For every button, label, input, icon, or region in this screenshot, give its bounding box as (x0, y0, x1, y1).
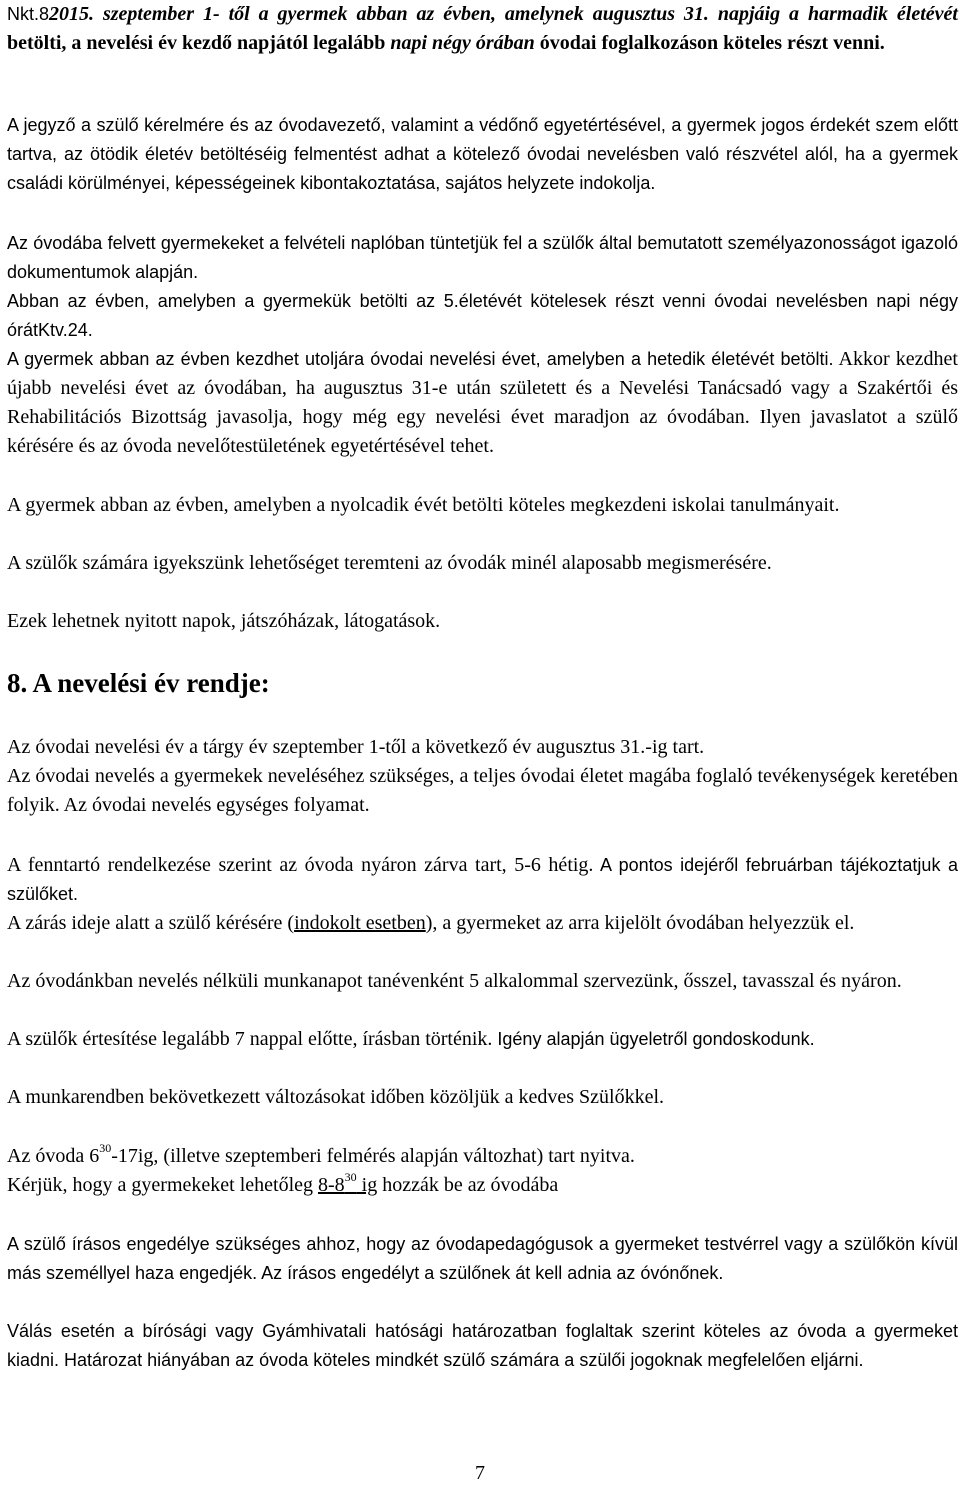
paragraph-valas: Válás esetén a bírósági vagy Gyámhivatali hatósági határozatban foglaltak szerint köteles az óvoda a gyermeket kiadni. Határozat hiányában az óvoda köteles mindkét szülő számára a szülői jogoknak megfelelően eljárni. (7, 1321, 958, 1370)
nyitvatartas-text-1: Az óvoda 6 (7, 1145, 100, 1167)
paragraph-ovodak-megismerese: A szülők számára igyekszünk lehetőséget teremteni az óvodák minél alaposabb megismerésére. (7, 552, 772, 574)
intro-text-1: szeptember 1- től a gyermek abban az évben, amelynek augusztus 31. napjáig (94, 3, 790, 25)
section-heading-nevelesi-ev: 8. A nevelési év rendje: (7, 668, 270, 698)
intro-paragraph (7, 0, 958, 58)
intro-text-4: napi négy órában (390, 32, 535, 54)
paragraph-nyitvatartas (7, 1142, 958, 1171)
hetedik-eletev-text-sans: A gyermek abban az évben kezdhet utoljára óvodai nevelési évet, amelyben a hetedik életévét betölti. (7, 349, 834, 369)
paragraph-ovodai-neveles: Az óvodai nevelés a gyermekek neveléséhez szükséges, a teljes óvodai életet magába foglaló tevékenységek keretében folyik. Az óvodai nevelés egységes folyamat. (7, 765, 958, 816)
erkezes-text-2: hozzák be az óvodába (377, 1174, 559, 1196)
paragraph-nyitott-napok: Ezek lehetnek nyitott napok, játszóházak, látogatások. (7, 610, 441, 632)
paragraph-munkanap: Az óvodánkban nevelés nélküli munkanapot tanévenként 5 alkalommal szervezünk, ősszel, tavasszal és nyáron. (7, 970, 902, 992)
zaras-alatt-underlined: indokolt esetben (294, 912, 426, 934)
paragraph-jegyzo: A jegyző a szülő kérelmére és az óvodavezető, valamint a védőnő egyetértésével, a gyermek jogos érdekét szem előtt tartva, az ötödik életév betöltéséig felmentést adhat a kötelező óvodai nevelésben való részvétel alól, ha a gyermek családi körülményei, képességeinek kibontakoztatása, sajátos helyzete indokolja. (7, 115, 958, 193)
ertesites-text: A szülők értesítése legalább 7 nappal előtte, írásban történik. (7, 1028, 493, 1050)
paragraph-szulok-ertesitese (7, 1025, 958, 1054)
paragraph-munkarend: A munkarendben bekövetkezett változásokat időben közöljük a kedves Szülőkkel. (7, 1086, 665, 1108)
nyari-zaras-tajekoztatas: A pontos idejéről februárban tájékoztatjuk a szülőket. (7, 855, 959, 904)
paragraph-felveteli-naplo: Az óvodába felvett gyermekeket a felvételi naplóban tüntetjük fel a szülők által bemutatott személyazonosságot igazoló dokumentumok alapján. (7, 233, 958, 282)
paragraph-nevelesi-ev: Az óvodai nevelési év a tárgy év szeptember 1-től a következő év augusztus 31.-ig tart. (7, 736, 705, 758)
intro-text-2: a harmadik életévét (789, 3, 958, 25)
paragraph-hetedik-eletev (7, 345, 958, 461)
ugyelet-text: Igény alapján ügyeletről gondoskodunk. (492, 1029, 815, 1049)
paragraph-iskolai-tanulmanyok: A gyermek abban az évben, amelyben a nyolcadik évét betölti köteles megkezdeni iskolai tanulmányait. (7, 494, 840, 516)
intro-year: 2015. (49, 3, 95, 25)
nyitvatartas-text-2: -17ig, (illetve szeptemberi felmérés alapján változhat) tart nyitva. (111, 1145, 635, 1167)
erkezes-text-1: Kérjük, hogy a gyermekeket lehetőleg (7, 1174, 318, 1196)
intro-text-5: óvodai foglalkozáson köteles részt venni. (534, 32, 885, 54)
hetedik-eletev-text-serif: Akkor kezdhet újabb nevelési évet az óvodában, ha augusztus 31-e után született és a Nevelési Tanácsadó vagy a Szakértői és Rehabilitációs Bizottság javasolja, hogy még egy nevelési évet maradjon az óvodában. Ilyen javaslatot a szülő kérésére és az óvoda nevelőtestületének egyetértésével tehet. (7, 348, 958, 457)
nyari-zaras-text: A fenntartó rendelkezése szerint az óvoda nyáron zárva tart, 5-6 hétig. (7, 854, 594, 876)
zaras-alatt-text-1: A zárás ideje alatt a szülő kérésére ( (7, 912, 295, 934)
nyitvatartas-sup: 30 (99, 1141, 112, 1156)
page-number: 7 (475, 1462, 485, 1484)
intro-text-3: betölti, a nevelési év kezdő napjától legalább (7, 32, 391, 54)
zaras-alatt-text-2: ), a gyermeket az arra kijelölt óvodában helyezzük el. (425, 912, 855, 934)
erkezes-time (318, 1170, 378, 1196)
paragraph-zaras-alatt (7, 909, 958, 938)
paragraph-irasos-engedely: A szülő írásos engedélye szükséges ahhoz, hogy az óvodapedagógusok a gyermeket testvérrel vagy a szülőkön kívül más személlyel haza engedjék. Az írásos engedélyt a szülőnek át kell adnia az óvónőnek. (7, 1234, 958, 1283)
erkezes-time-end: ig (356, 1174, 378, 1196)
paragraph-nyari-zaras (7, 851, 958, 909)
paragraph-erkezes (7, 1171, 958, 1200)
paragraph-otodik-eletev: Abban az évben, amelyben a gyermekük betölti az 5.életévét kötelesek részt venni óvodai nevelésben napi négy órátKtv.24. (7, 291, 958, 340)
law-reference: Nkt.8 (7, 4, 50, 24)
erkezes-time-start: 8-8 (318, 1174, 345, 1196)
erkezes-time-sup: 30 (344, 1170, 357, 1185)
